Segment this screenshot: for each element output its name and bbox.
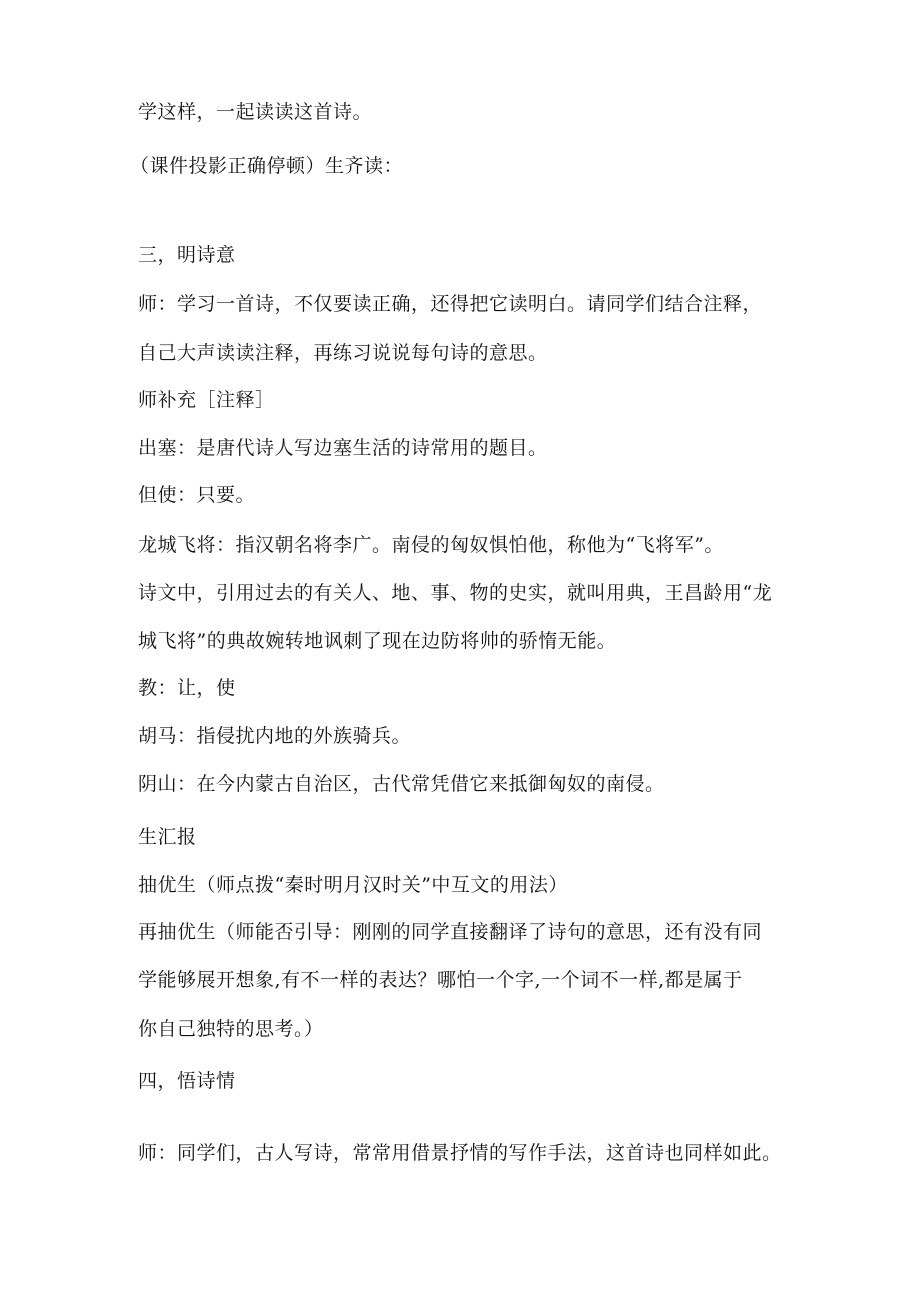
- paragraph-line: 师：学习一首诗，不仅要读正确，还得把它读明白。请同学们结合注释，: [138, 293, 763, 315]
- paragraph-line: 自己大声读读注释，再练习说说每句诗的意思。: [138, 342, 548, 364]
- paragraph-line: 但使：只要。: [138, 484, 256, 506]
- paragraph-line: 胡马：指侵扰内地的外族骑兵。: [138, 725, 412, 747]
- paragraph-line: 师补充［注释］: [138, 389, 275, 411]
- paragraph-line: （课件投影正确停顿）生齐读：: [130, 155, 404, 177]
- paragraph-line: 龙城飞将：指汉朝名将李广。南侵的匈奴惧怕他，称他为“飞将军”。: [138, 534, 724, 556]
- paragraph-line: 教：让，使: [138, 677, 236, 699]
- paragraph-line: 生汇报: [138, 826, 197, 848]
- paragraph-line: 学这样，一起读读这首诗。: [138, 101, 373, 123]
- paragraph-line: 阴山：在今内蒙古自治区，古代常凭借它来抵御匈奴的南侵。: [138, 773, 665, 795]
- paragraph-line: 师：同学们，古人写诗，常常用借景抒情的写作手法，这首诗也同样如此。: [138, 1142, 782, 1164]
- paragraph-line: 学能够展开想象,有不一样的表达？哪怕一个字,一个词不一样,都是属于: [138, 969, 743, 991]
- section-heading: 三，明诗意: [138, 244, 236, 266]
- paragraph-line: 出塞：是唐代诗人写边塞生活的诗常用的题目。: [138, 437, 548, 459]
- paragraph-line: 诗文中，引用过去的有关人、地、事、物的史实，就叫用典，王昌龄用“龙: [138, 582, 773, 604]
- paragraph-line: 城飞将”的典故婉转地讽刺了现在边防将帅的骄惰无能。: [138, 630, 617, 652]
- paragraph-line: 你自己独特的思考。）: [138, 1018, 324, 1040]
- paragraph-line: 抽优生（师点拨“秦时明月汉时关”中互文的用法）: [138, 874, 568, 896]
- paragraph-line: 再抽优生（师能否引导：刚刚的同学直接翻译了诗句的意思，还有没有同: [138, 921, 763, 943]
- section-heading: 四，悟诗情: [138, 1070, 236, 1092]
